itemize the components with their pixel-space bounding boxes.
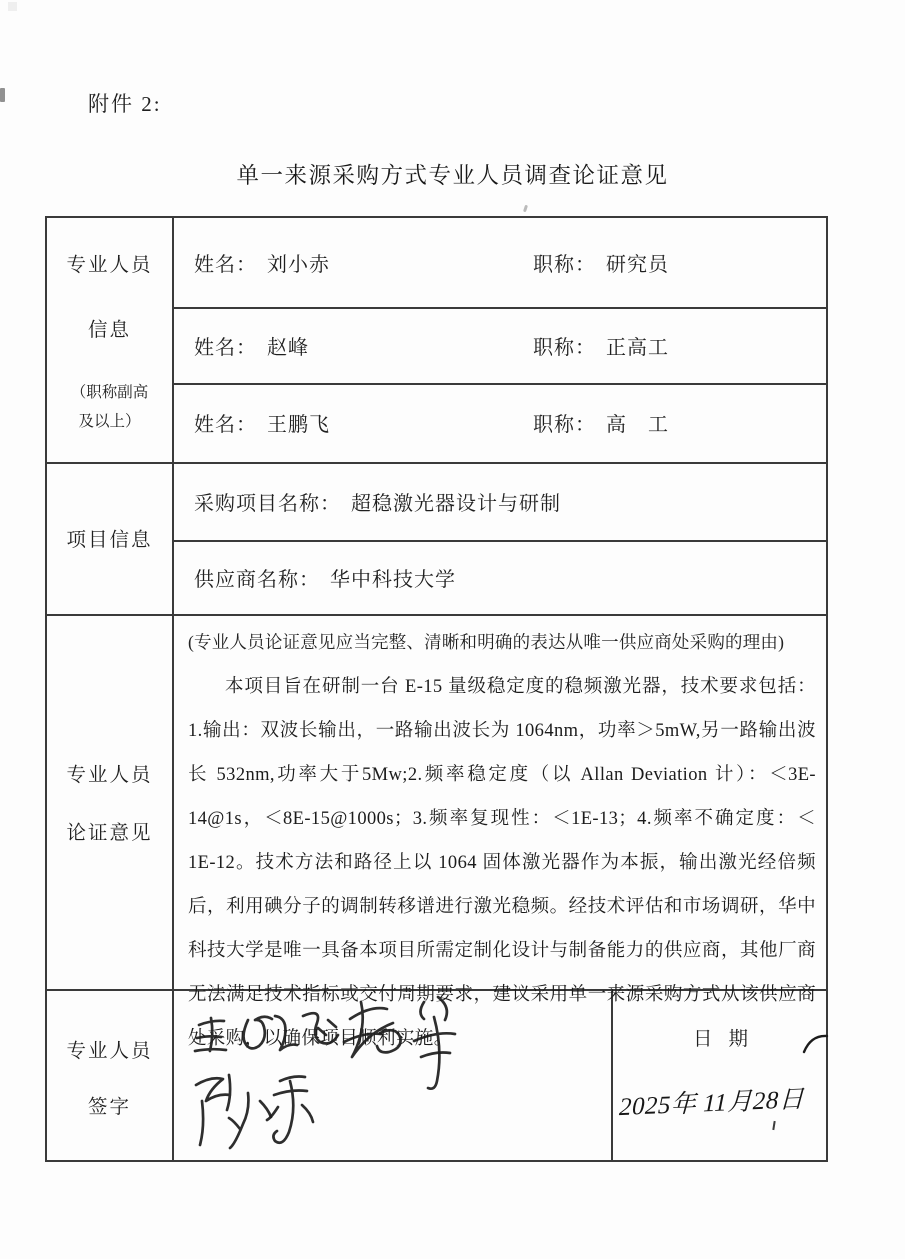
document-title: 单一来源采购方式专业人员调查论证意见 xyxy=(236,163,669,188)
signature-zhao-feng xyxy=(344,997,455,1089)
title-value: 正高工 xyxy=(606,336,669,359)
opinion-paragraph: 本项目旨在研制一台 E-15 量级稳定度的稳频激光器，技术要求包括：1.输出：双波长输出，一路输出波长为 1064nm，功率＞5mW,另一路输出波长 532nm,功率大于5Mw;2.频率稳定度（以 Allan Deviation 计）：＜3E-14@1s，＜8E-15@1000s；3.频率复现性：＜1E-13；4.频率不确定度：＜1E-12。技术方法和路径上以 1064 固体激光器作为本振，输出激光经倍频后，利用碘分子的调制转移谱进行激光稳频。经技术评估和市场调研，华中科技大学是唯一具备本项目所需定制化设计与制备能力的供应商，其他厂商无法满足技术指标或交付周期要求，建议采用单一来源采购方式从该供应商处采购，以确保项目顺利实施。 xyxy=(188,677,816,1049)
signature-header-line1: 专业人员 xyxy=(66,1040,153,1062)
form-table xyxy=(45,216,828,1162)
signature-liu-xiaochi xyxy=(196,1075,313,1148)
name-field xyxy=(194,248,330,277)
personnel-row xyxy=(172,383,830,462)
scan-artifact xyxy=(0,88,5,102)
name-field xyxy=(194,331,309,360)
title-field xyxy=(533,408,669,437)
personnel-header-note-line2: 及以上） xyxy=(78,413,141,430)
project-info-header-cell xyxy=(47,462,172,614)
title-field xyxy=(533,331,669,360)
personnel-header-line2: 信息 xyxy=(87,320,131,341)
supplier-name-row xyxy=(172,540,830,614)
handwritten-date: 2025年 11月28日 xyxy=(618,1085,805,1122)
opinion-header-line2: 论证意见 xyxy=(66,822,153,844)
name-value: 刘小赤 xyxy=(267,254,330,276)
project-header-label: 项目信息 xyxy=(66,530,153,551)
date-label: 日期 xyxy=(692,1029,764,1050)
opinion-header-cell xyxy=(47,614,172,989)
supplier-name-field xyxy=(194,563,456,592)
title-label: 职称： xyxy=(533,336,596,359)
personnel-header-line1: 专业人员 xyxy=(66,255,153,276)
personnel-row xyxy=(172,218,830,307)
project-name-row xyxy=(172,462,830,540)
name-value: 王鹏飞 xyxy=(267,414,330,436)
name-value: 赵峰 xyxy=(267,336,309,359)
name-label: 姓名： xyxy=(194,414,257,436)
title-value: 高 工 xyxy=(606,414,669,436)
title-field xyxy=(533,248,669,277)
signature-header-line2: 签字 xyxy=(87,1096,131,1118)
attachment-label: 附件 2: xyxy=(88,92,162,116)
date-cell xyxy=(611,989,830,1164)
project-name-value: 超稳激光器设计与研制 xyxy=(351,492,561,515)
opinion-header-line1: 专业人员 xyxy=(66,764,153,786)
name-label: 姓名： xyxy=(194,336,257,359)
name-label: 姓名： xyxy=(194,254,257,276)
scan-artifact xyxy=(523,205,528,213)
personnel-info-header-cell xyxy=(47,218,172,462)
title-value: 研究员 xyxy=(606,254,669,276)
supplier-name-label: 供应商名称： xyxy=(194,568,320,591)
project-name-label: 采购项目名称： xyxy=(194,492,341,515)
signature-header-cell xyxy=(47,989,172,1164)
personnel-header-note-line1: （职称副高 xyxy=(70,384,149,401)
stray-pen-mark xyxy=(611,989,830,1164)
handwritten-signatures xyxy=(172,989,611,1164)
project-name-field xyxy=(194,487,561,516)
scan-artifact xyxy=(8,2,17,11)
supplier-name-value: 华中科技大学 xyxy=(330,568,456,591)
signature-wang-pengfei xyxy=(195,1013,338,1051)
title-label: 职称： xyxy=(533,254,596,276)
title-label: 职称： xyxy=(533,414,596,436)
name-field xyxy=(194,408,330,437)
opinion-instruction-note: (专业人员论证意见应当完整、清晰和明确的表达从唯一供应商处采购的理由) xyxy=(188,632,785,652)
signature-area-cell xyxy=(172,989,611,1164)
personnel-row xyxy=(172,307,830,383)
